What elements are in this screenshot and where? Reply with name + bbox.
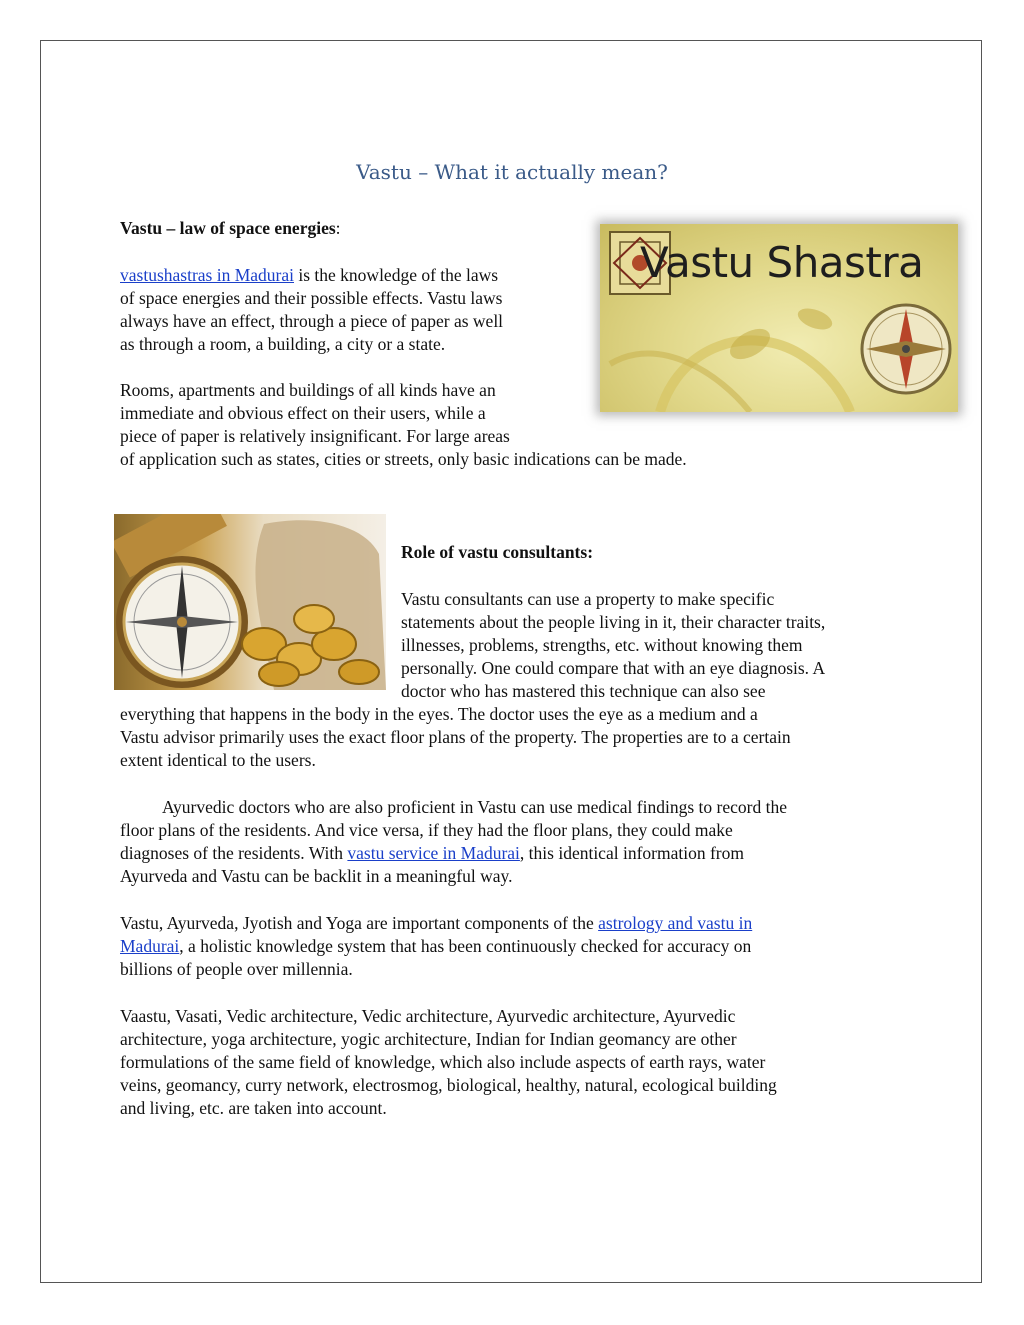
page-title: Vastu – What it actually mean? xyxy=(356,160,668,184)
s2-p2-line-2: floor plans of the residents. And vice versa, if they had the floor plans, they could make xyxy=(120,820,733,840)
s2-p2-line-3-before: diagnoses of the residents. With xyxy=(120,843,348,863)
vastushastras-madurai-link[interactable]: vastushastras in Madurai xyxy=(120,265,294,285)
s2-p1-line-6: everything that happens in the body in the eyes. The doctor uses the eye as a medium and a xyxy=(120,704,758,724)
s2-p2-line-3 xyxy=(120,842,920,865)
s2-p3-line-1 xyxy=(120,912,920,935)
p1-line-1-text: is the knowledge of the laws xyxy=(294,265,499,285)
s2-p1-line-2: statements about the people living in it, their character traits, xyxy=(401,612,826,632)
vastu-shastra-banner-image xyxy=(600,224,958,412)
section1-heading: Vastu – law of space energies xyxy=(120,218,336,238)
section1-paragraph1 xyxy=(120,264,580,356)
section2-paragraph2 xyxy=(120,796,920,888)
p2-line-1: Rooms, apartments and buildings of all kinds have an xyxy=(120,380,496,400)
s2-p1-line-8: extent identical to the users. xyxy=(120,750,316,770)
p1-line-4: as through a room, a building, a city or a state. xyxy=(120,334,446,354)
s2-p3-line-3: billions of people over millennia. xyxy=(120,959,353,979)
section2-paragraph3 xyxy=(120,912,920,981)
p1-line-3: always have an effect, through a piece of paper as well xyxy=(120,311,504,331)
compass-icon xyxy=(862,305,950,393)
section2-paragraph1-full xyxy=(120,703,920,772)
s2-p1-line-1: Vastu consultants can use a property to make specific xyxy=(401,589,775,609)
s2-p3-line-2-after: , a holistic knowledge system that has been continuously checked for accuracy on xyxy=(179,936,752,956)
s2-p3-line-2 xyxy=(120,935,920,958)
vastu-service-madurai-link[interactable]: vastu service in Madurai xyxy=(347,843,520,863)
banner-title: Vastu Shastra xyxy=(640,238,924,287)
s2-p1-line-5: doctor who has mastered this technique can also see xyxy=(401,681,766,701)
section2-heading: Role of vastu consultants: xyxy=(401,542,594,562)
compass-coins-photo xyxy=(114,514,386,690)
p2-line-2: immediate and obvious effect on their users, while a xyxy=(120,403,486,423)
s2-p1-line-7: Vastu advisor primarily uses the exact floor plans of the property. The properties are to a certain xyxy=(120,727,791,747)
leaf-icon-2 xyxy=(795,304,835,333)
s2-p4-line-4: veins, geomancy, curry network, electrosmog, biological, healthy, natural, ecological building xyxy=(120,1075,777,1095)
s2-p1-line-4: personally. One could compare that with an eye diagnosis. A xyxy=(401,658,826,678)
section1-heading-line xyxy=(120,217,341,240)
photo-artwork xyxy=(114,514,386,690)
p2-line-3: piece of paper is relatively insignificant. For large areas xyxy=(120,426,510,446)
heading-colon: : xyxy=(335,218,341,238)
s2-p2-line-3-after: , this identical information from xyxy=(519,843,744,863)
compass-icon xyxy=(116,556,248,688)
s2-p2-line-1: Ayurvedic doctors who are also proficient in Vastu can use medical findings to record the xyxy=(162,797,787,817)
s2-p4-line-3: formulations of the same field of knowledge, which also include aspects of earth rays, water xyxy=(120,1052,766,1072)
s2-p4-line-2: architecture, yoga architecture, yogic architecture, Indian for Indian geomancy are other xyxy=(120,1029,737,1049)
s2-p4-line-5: and living, etc. are taken into account. xyxy=(120,1098,387,1118)
s2-p1-line-3: illnesses, problems, strengths, etc. without knowing them xyxy=(401,635,803,655)
swirl-decoration-2 xyxy=(610,353,750,412)
s2-p2-line-4: Ayurveda and Vastu can be backlit in a meaningful way. xyxy=(120,866,513,886)
section2-paragraph1-wrapped xyxy=(401,588,921,703)
p1-line-1 xyxy=(120,264,580,287)
s2-p4-line-1: Vaastu, Vasati, Vedic architecture, Vedic architecture, Ayurvedic architecture, Ayurvedic xyxy=(120,1006,736,1026)
p2-line-4: of application such as states, cities or streets, only basic indications can be made. xyxy=(120,449,687,469)
astrology-vastu-madurai-link[interactable]: astrology and vastu in xyxy=(598,913,753,933)
p1-line-2: of space energies and their possible effects. Vastu laws xyxy=(120,288,503,308)
astrology-vastu-madurai-link-cont[interactable]: Madurai xyxy=(120,936,180,956)
s2-p3-line-1-before: Vastu, Ayurveda, Jyotish and Yoga are important components of the xyxy=(120,913,599,933)
section2-paragraph4 xyxy=(120,1005,920,1120)
